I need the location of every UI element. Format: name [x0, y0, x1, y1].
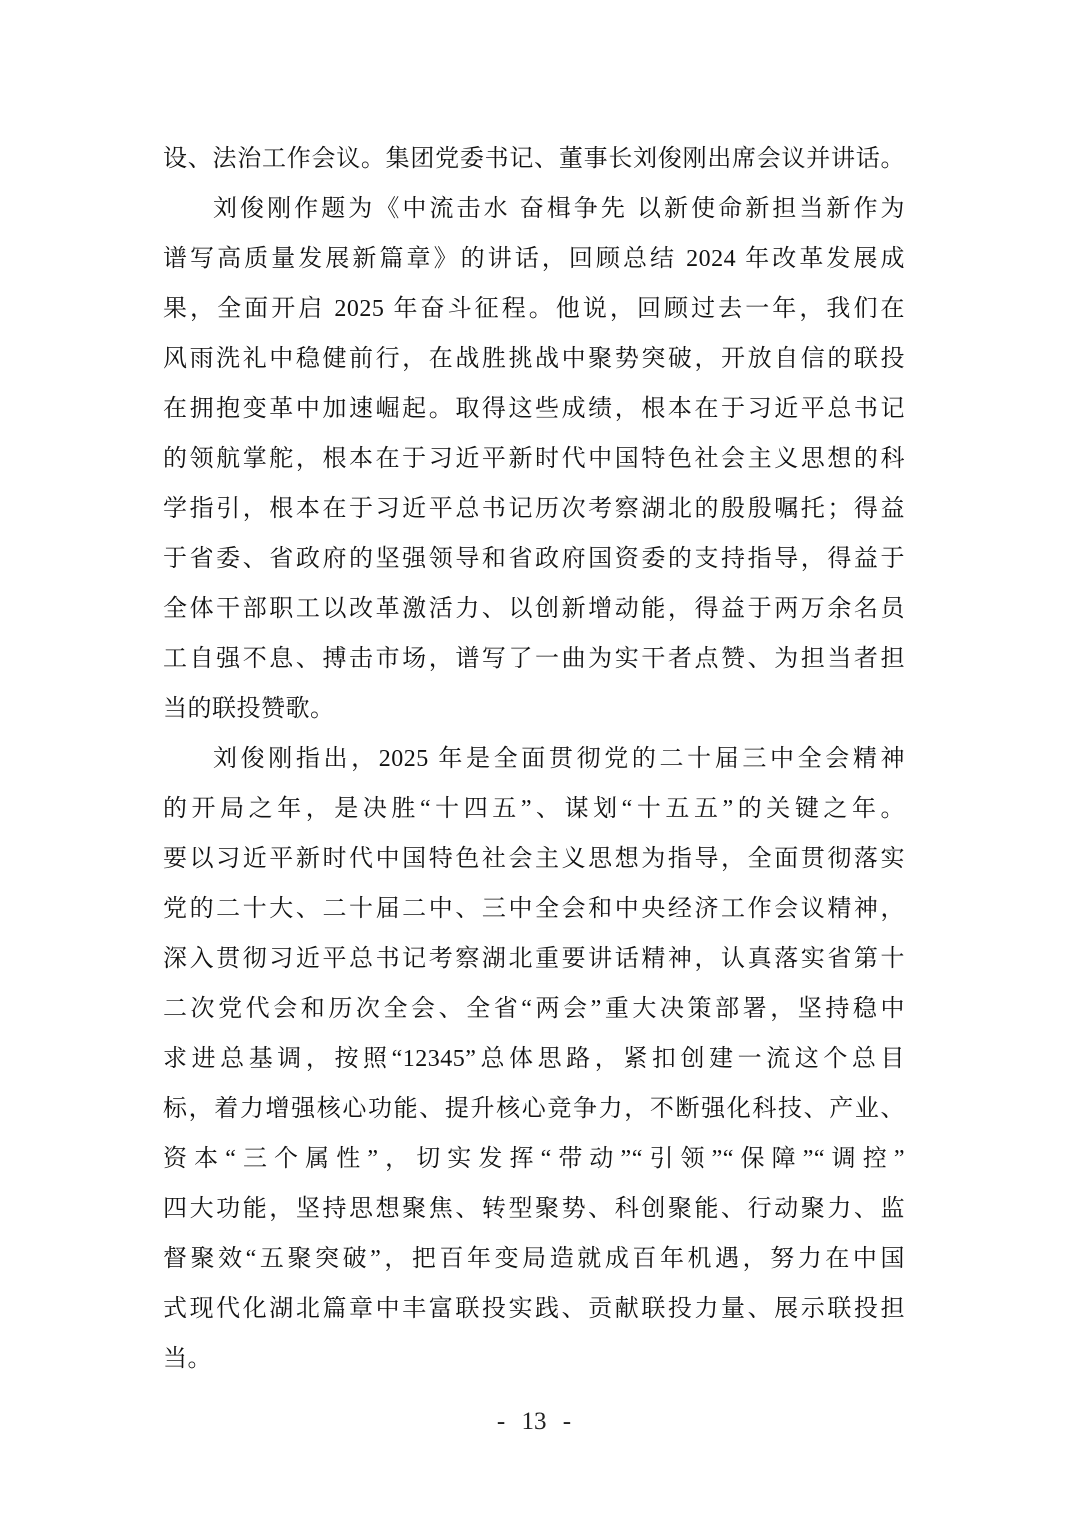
text-line: 深入贯彻习近平总书记考察湖北重要讲话精神，认真落实省第十 [163, 946, 905, 972]
document-body [163, 134, 905, 1384]
text-line: 式现代化湖北篇章中丰富联投实践、贡献联投力量、展示联投担 [163, 1296, 905, 1322]
text-line: 果，全面开启 2025 年奋斗征程。他说，回顾过去一年，我们在 [163, 296, 905, 322]
text-line: 工自强不息、搏击市场，谱写了一曲为实干者点赞、为担当者担 [163, 646, 905, 672]
text-line: 求进总基调，按照“12345”总体思路，紧扣创建一流这个总目 [163, 1046, 905, 1072]
text-line: 风雨洗礼中稳健前行，在战胜挑战中聚势突破，开放自信的联投 [163, 346, 905, 372]
text-line: 刘俊刚作题为《中流击水 奋楫争先 以新使命新担当新作为 [213, 196, 905, 222]
text-line: 学指引，根本在于习近平总书记历次考察湖北的殷殷嘱托；得益 [163, 496, 905, 522]
text-line: 设、法治工作会议。集团党委书记、董事长刘俊刚出席会议并讲话。 [163, 146, 905, 172]
text-line: 在拥抱变革中加速崛起。取得这些成绩，根本在于习近平总书记 [163, 396, 905, 422]
text-line: 当。 [163, 1346, 212, 1372]
text-line: 全体干部职工以改革激活力、以创新增动能，得益于两万余名员 [163, 596, 905, 622]
text-line: 要以习近平新时代中国特色社会主义思想为指导，全面贯彻落实 [163, 846, 905, 872]
page-footer [163, 1400, 905, 1444]
text-line: 督聚效“五聚突破”，把百年变局造就成百年机遇，努力在中国 [163, 1246, 905, 1272]
text-line: 当的联投赞歌。 [163, 696, 335, 722]
text-line: 四大功能，坚持思想聚焦、转型聚势、科创聚能、行动聚力、监 [163, 1196, 905, 1222]
page-number: - 13 - [496, 1408, 572, 1435]
text-line: 的开局之年，是决胜“十四五”、谋划“十五五”的关键之年。 [163, 796, 905, 822]
text-line: 的领航掌舵，根本在于习近平新时代中国特色社会主义思想的科 [163, 446, 905, 472]
text-line: 二次党代会和历次全会、全省“两会”重大决策部署，坚持稳中 [163, 996, 905, 1022]
paragraph-continuation [163, 134, 905, 184]
text-line: 党的二十大、二十届二中、三中全会和中央经济工作会议精神， [163, 896, 905, 922]
text-line: 标，着力增强核心功能、提升核心竞争力，不断强化科技、产业、 [163, 1096, 905, 1122]
paragraph-speech-review [163, 184, 905, 734]
text-line: 刘俊刚指出，2025 年是全面贯彻党的二十届三中全会精神 [213, 746, 905, 772]
text-line: 于省委、省政府的坚强领导和省政府国资委的支持指导，得益于 [163, 546, 905, 572]
text-line: 资本“三个属性”，切实发挥“带动”“引领”“保障”“调控” [163, 1146, 905, 1172]
text-line: 谱写高质量发展新篇章》的讲话，回顾总结 2024 年改革发展成 [163, 246, 905, 272]
paragraph-2025-outlook [163, 734, 905, 1384]
